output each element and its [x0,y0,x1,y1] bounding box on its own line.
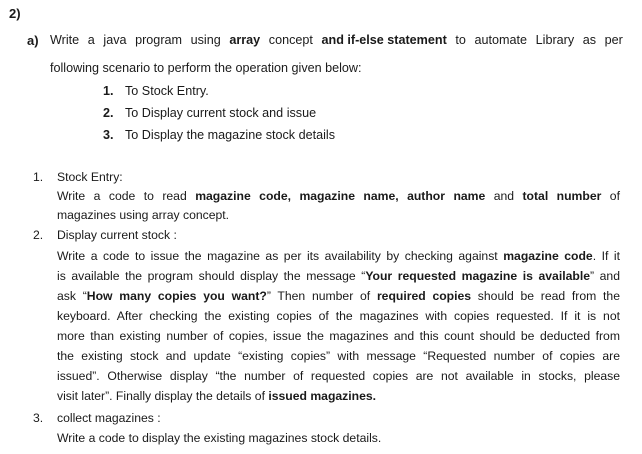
section-title: Display current stock : [57,228,177,242]
operation-number: 1. [103,84,114,98]
intro-word: concept [268,33,313,47]
section-number: 1. [33,170,44,184]
intro-word: using [190,33,221,47]
section-title: Stock Entry: [57,170,123,184]
part-label: a) [27,33,39,48]
operation-text: To Stock Entry. [125,84,209,98]
section-line: Write a code to display the existing magazines stock details. [57,431,382,445]
operation-number: 3. [103,128,114,142]
section-number: 2. [33,228,44,242]
section-title: collect magazines : [57,411,161,425]
intro-word: automate [474,33,528,47]
intro-word: a [87,33,95,47]
section-line: issued”. Otherwise display “the number of requested copies are not available in stocks, please [57,369,620,383]
intro-word: as [582,33,597,47]
section-line: ask “How many copies you want?” Then number of required copies should be read from the [57,289,620,303]
intro-word: program [135,33,183,47]
intro-line-1 [50,33,623,47]
intro-keyword-array: array [229,33,261,47]
section-line: is available the program should display the message “Your requested magazine is available” and [57,269,620,283]
operation-item [103,128,335,142]
operation-number: 2. [103,106,114,120]
question-number: 2) [9,6,21,21]
section-line: Write a code to read magazine code, magazine name, author name and total number of [57,189,620,203]
section-line: magazines using array concept. [57,208,230,222]
intro-word: to [455,33,466,47]
section-line: the existing stock and update “existing copies” with message “Requested number of copies are [57,349,620,363]
intro-word: per [604,33,623,47]
section-line: Write a code to issue the magazine as per its availability by checking against magazine code. If it [57,249,621,263]
operation-text: To Display the magazine stock details [125,128,335,142]
intro-word: Library [535,33,575,47]
intro-word: Write [50,33,80,47]
intro-keyword-ifelse: and if-else statement [321,33,447,47]
operation-item [103,106,316,120]
operation-item [103,84,209,98]
section-number: 3. [33,411,44,425]
intro-word: java [103,33,127,47]
operation-text: To Display current stock and issue [125,106,317,120]
section-line: keyboard. After checking the existing copies of the magazines with copies requested. If it is not [57,309,620,323]
intro-line-2: following scenario to perform the operation given below: [50,61,362,75]
section-line: visit later”. Finally display the details of issued magazines. [57,389,377,403]
section-line: more than existing number of copies, issue the magazines and this count should be deducted from [57,329,620,343]
